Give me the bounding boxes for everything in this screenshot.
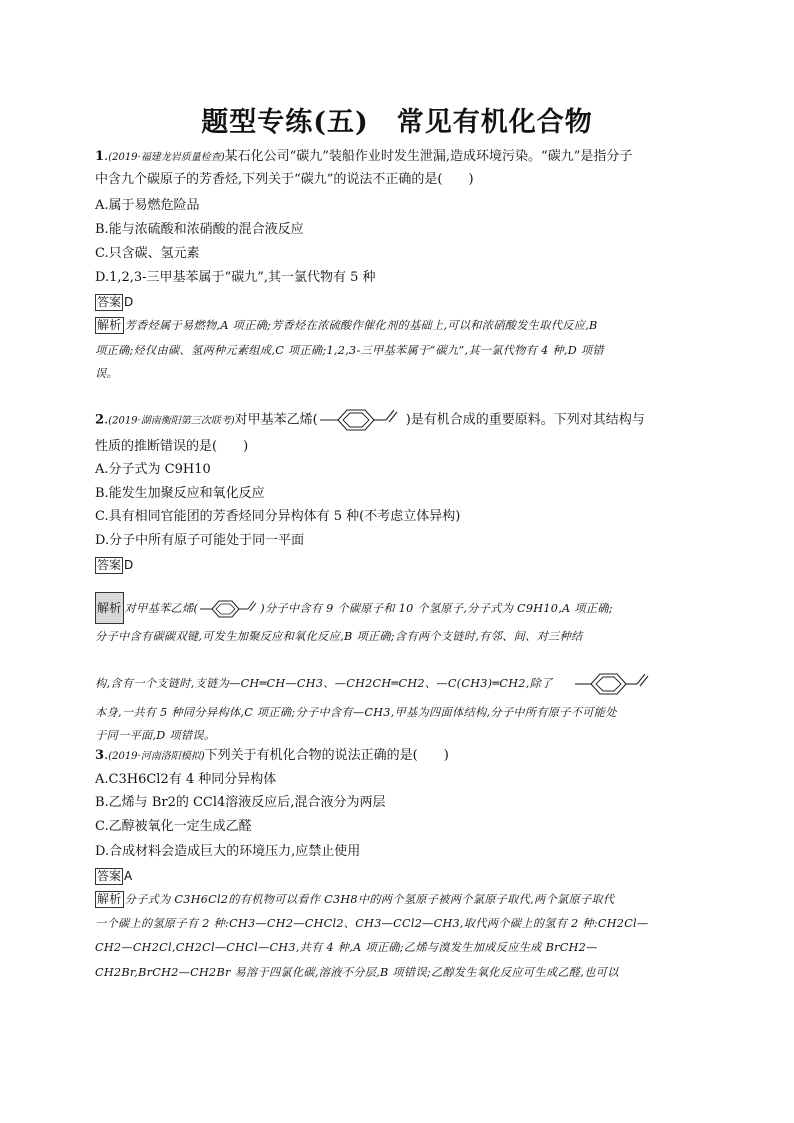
- q1-number: 1: [95, 149, 105, 164]
- q2-stem-lead: 对甲基苯乙烯(: [234, 412, 318, 428]
- analysis-tag: 解析: [97, 892, 122, 906]
- analysis-tag: 解析: [95, 592, 124, 624]
- q2-analysis-line5: 于同一平面,D 项错误。: [95, 729, 216, 742]
- q3-option-b: B.乙烯与 Br2的 CCl4溶液反应后,混合液分为两层: [95, 795, 386, 810]
- q1-source: (2019·福建龙岩质量检查): [108, 152, 225, 163]
- q3-analysis-line4: CH2Br,BrCH2—CH2Br 易溶于四氯化碳,溶液不分层,B 项错误;乙醇发生氧化反应可生成乙醛,也可以: [95, 966, 619, 979]
- q3-analysis-line3: CH2—CH2Cl,CH2Cl—CHCl—CH3,共有 4 种,A 项正确;乙烯与溴发生加成反应生成 BrCH2—: [95, 941, 598, 954]
- q3-analysis-line2: 一个碳上的氢原子有 2 种:CH3—CH2—CHCl2、CH3—CCl2—CH3,取代两个碳上的氢有 2 种:CH2Cl—: [95, 917, 649, 930]
- q3-option-c: C.乙醇被氧化一定生成乙醛: [95, 819, 252, 834]
- q2-stem-line1: 2.(2019·湖南衡阳第三次联考)对甲基苯乙烯( )是有机合成的重要原料。下列对其结构与: [95, 405, 645, 435]
- q1-analysis-line3: 误。: [95, 367, 118, 380]
- p-methylstyrene-structure: [198, 597, 260, 621]
- q2-analysis-line2: 分子中含有碳碳双键,可发生加聚反应和氧化反应,B 项正确;含有两个支链时,有邻、间、对三种结: [95, 630, 583, 643]
- q1-stem-line1: 1.(2019·福建龙岩质量检查)某石化公司“碳九”装船作业时发生泄漏,造成环境污染。“碳九”是指分子: [95, 149, 633, 164]
- q2-option-a: A.分子式为 C9H10: [95, 462, 211, 477]
- q3-analysis-text1: 分子式为 C3H6Cl2的有机物可以看作 C3H8中的两个氢原子被两个氯原子取代,两个氯原子取代: [124, 893, 615, 906]
- q2-analysis-text1b: )分子中含有 9 个碳原子和 10 个氢原子,分子式为 C9H10,A 项正确;: [260, 602, 613, 615]
- q3-analysis-line1: [95, 890, 614, 910]
- analysis-tag: 解析: [97, 318, 122, 332]
- q1-option-a: A.属于易燃危险品: [95, 198, 200, 213]
- q1-analysis-line2: 项正确;烃仅由碳、氢两种元素组成,C 项正确;1,2,3-三甲基苯属于“碳九”,其一氯代物有 4 种,D 项错: [95, 344, 604, 357]
- q1-stem-text1: 某石化公司“碳九”装船作业时发生泄漏,造成环境污染。“碳九”是指分子: [224, 149, 633, 164]
- q3-number: 3: [95, 748, 105, 763]
- q2-source: (2019·湖南衡阳第三次联考): [108, 415, 235, 427]
- q2-option-b: B.能发生加聚反应和氧化反应: [95, 486, 265, 501]
- q2-answer-row: [95, 555, 133, 575]
- q1-option-c: C.只含碳、氢元素: [95, 246, 200, 261]
- p-methylstyrene-structure: [573, 669, 653, 699]
- q1-option-b: B.能与浓硫酸和浓硝酸的混合液反应: [95, 222, 304, 237]
- q2-analysis-line1: [95, 592, 613, 624]
- q1-option-d: D.1,2,3-三甲基苯属于“碳九”,其一氯代物有 5 种: [95, 270, 376, 285]
- answer-tag: 答案: [97, 295, 122, 309]
- answer-tag: 答案: [97, 869, 122, 883]
- q3-option-d: D.合成材料会造成巨大的环境压力,应禁止使用: [95, 844, 361, 859]
- q3-answer: A: [124, 869, 133, 883]
- page-title: 题型专练(五) 常见有机化合物: [201, 107, 593, 138]
- q3-source: (2019·河南洛阳模拟): [108, 751, 205, 762]
- q2-analysis-line3: [95, 669, 653, 699]
- q2-stem-tail: )是有机合成的重要原料。下列对其结构与: [405, 412, 645, 428]
- q3-option-a: A.C3H6Cl2有 4 种同分异构体: [95, 772, 277, 787]
- q1-analysis-line1: [95, 316, 598, 336]
- q3-stem: 3.(2019·河南洛阳模拟)下列关于有机化合物的说法正确的是( ): [95, 748, 449, 763]
- q1-answer: D: [124, 295, 134, 309]
- q2-answer: D: [124, 558, 134, 572]
- q2-number: 2: [95, 412, 105, 428]
- q1-stem-line2: 中含九个碳原子的芳香烃,下列关于“碳九”的说法不正确的是( ): [95, 172, 474, 187]
- q2-option-d: D.分子中所有原子可能处于同一平面: [95, 533, 305, 548]
- q1-analysis-text1: 芳香烃属于易燃物,A 项正确;芳香烃在浓硫酸作催化剂的基础上,可以和浓硝酸发生取代反应,B: [124, 319, 598, 332]
- q2-option-c: C.具有相同官能团的芳香烃同分异构体有 5 种(不考虑立体异构): [95, 509, 461, 524]
- q3-stem-text: 下列关于有机化合物的说法正确的是( ): [204, 748, 449, 763]
- q2-analysis-text1a: 对甲基苯乙烯(: [124, 602, 199, 615]
- q2-analysis-line4: 本身,一共有 5 种同分异构体,C 项正确;分子中含有—CH3,甲基为四面体结构,分子中所有原子不可能处: [95, 706, 617, 719]
- p-methylstyrene-structure: [318, 405, 406, 435]
- q1-answer-row: [95, 292, 133, 312]
- q2-analysis-text3: 构,含有一个支链时,支链为—CH═CH—CH3、—CH2CH═CH2、—C(CH3)═CH2,除了: [95, 677, 553, 690]
- q3-answer-row: [95, 866, 132, 886]
- answer-tag: 答案: [97, 558, 122, 572]
- q2-stem-line2: 性质的推断错误的是( ): [95, 439, 249, 454]
